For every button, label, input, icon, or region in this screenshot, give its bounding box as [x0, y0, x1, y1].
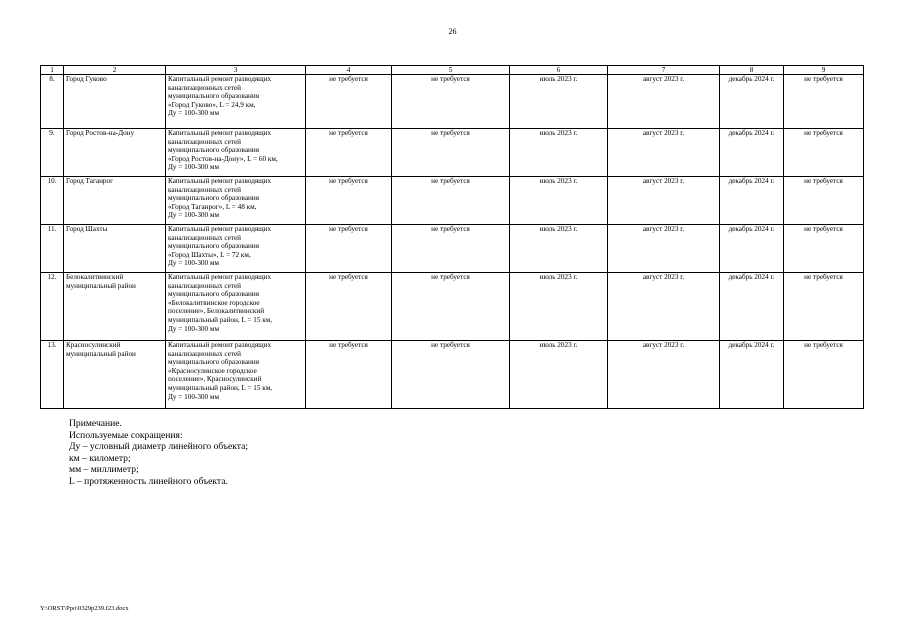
col6-cell: июль 2023 г. [510, 177, 608, 225]
note-line: мм – миллиметр; [69, 464, 139, 476]
table-row [41, 177, 864, 225]
description-line: муниципального образования [168, 194, 260, 203]
col9-cell: не требуется [784, 341, 864, 409]
description-line: «Белокалитвинское городское [168, 298, 260, 307]
row-number-cell: 9. [41, 129, 64, 177]
col6-cell: июль 2023 г. [510, 129, 608, 177]
description-line: канализационных сетей [168, 349, 241, 358]
col9-cell: не требуется [784, 75, 864, 129]
header-cell: 3 [166, 66, 306, 75]
description-line: Капитальный ремонт разводящих [168, 273, 272, 281]
municipality-cell: Город Гуково [64, 75, 166, 129]
work-description-cell [166, 177, 306, 225]
description-line: Ду = 100-300 мм [168, 259, 219, 268]
header-cell: 7 [608, 66, 720, 75]
description-line: Капитальный ремонт разводящих [168, 225, 272, 233]
col4-cell: не требуется [306, 225, 392, 273]
col6-cell: июль 2023 г. [510, 341, 608, 409]
col6-cell: июль 2023 г. [510, 225, 608, 273]
header-cell: 9 [784, 66, 864, 75]
notes-title: Примечание. [69, 418, 122, 429]
col8-cell: декабрь 2024 г. [720, 225, 784, 273]
description-line: «Город Ростов-на-Дону», L = 60 км, [168, 154, 278, 163]
col7-cell: август 2023 г. [608, 225, 720, 273]
col9-cell: не требуется [784, 225, 864, 273]
description-line: поселение», Красносулинский [168, 375, 262, 384]
description-line: «Город Гуково», L = 24,9 км, [168, 100, 256, 109]
description-line: Капитальный ремонт разводящих [168, 129, 272, 137]
row-number-cell: 12. [41, 273, 64, 341]
description-line: муниципального образования [168, 358, 260, 367]
header-cell: 6 [510, 66, 608, 75]
note-line: Ду – условный диаметр линейного объекта; [69, 441, 249, 453]
description-line: «Красносулинское городское [168, 366, 257, 375]
col8-cell: декабрь 2024 г. [720, 341, 784, 409]
col9-cell: не требуется [784, 177, 864, 225]
note-line: L – протяженность линейного объекта. [69, 475, 228, 487]
municipality-cell: Красносулинский муниципальный район [64, 341, 166, 409]
col5-cell: не требуется [392, 341, 510, 409]
description-line: муниципального образования [168, 290, 260, 299]
col5-cell: не требуется [392, 225, 510, 273]
col9-cell: не требуется [784, 129, 864, 177]
description-line: муниципального образования [168, 242, 260, 251]
table-row [41, 75, 864, 129]
col4-cell: не требуется [306, 129, 392, 177]
table-row [41, 225, 864, 273]
page-number: 26 [448, 27, 457, 36]
col6-cell: июль 2023 г. [510, 273, 608, 341]
work-description-cell [166, 75, 306, 129]
col7-cell: август 2023 г. [608, 177, 720, 225]
table-row [41, 341, 864, 409]
header-cell: 2 [64, 66, 166, 75]
description-line: Капитальный ремонт разводящих [168, 177, 272, 185]
notes-subtitle: Используемые сокращения: [69, 429, 183, 441]
description-line: Ду = 100-300 мм [168, 324, 219, 333]
header-cell: 1 [41, 66, 64, 75]
description-line: канализационных сетей [168, 281, 241, 290]
municipality-cell: Город Ростов-на-Дону [64, 129, 166, 177]
description-line: канализационных сетей [168, 233, 241, 242]
header-cell: 8 [720, 66, 784, 75]
col8-cell: декабрь 2024 г. [720, 177, 784, 225]
row-number-cell: 11. [41, 225, 64, 273]
municipality-cell: Город Таганрог [64, 177, 166, 225]
works-schedule-table [40, 65, 864, 409]
table-header-row [41, 66, 864, 75]
description-line: поселение», Белокалитвинский [168, 307, 265, 316]
work-description-cell [166, 129, 306, 177]
description-line: Ду = 100-300 мм [168, 211, 219, 220]
col9-cell: не требуется [784, 273, 864, 341]
work-description-cell [166, 341, 306, 409]
col5-cell: не требуется [392, 75, 510, 129]
description-line: «Город Таганрог», L = 48 км, [168, 202, 257, 211]
col5-cell: не требуется [392, 273, 510, 341]
col8-cell: декабрь 2024 г. [720, 273, 784, 341]
col5-cell: не требуется [392, 177, 510, 225]
table-row [41, 273, 864, 341]
work-description-cell [166, 273, 306, 341]
description-line: муниципальный район, L = 15 км, [168, 383, 273, 392]
col7-cell: август 2023 г. [608, 273, 720, 341]
col4-cell: не требуется [306, 273, 392, 341]
description-line: муниципального образования [168, 146, 260, 155]
description-line: Ду = 100-300 мм [168, 109, 219, 118]
col6-cell: июль 2023 г. [510, 75, 608, 129]
description-line: Капитальный ремонт разводящих [168, 341, 272, 349]
description-line: Ду = 100-300 мм [168, 392, 219, 401]
col7-cell: август 2023 г. [608, 341, 720, 409]
notes-block [69, 418, 248, 488]
col8-cell: декабрь 2024 г. [720, 75, 784, 129]
row-number-cell: 10. [41, 177, 64, 225]
note-line: км – километр; [69, 452, 131, 464]
description-line: Ду = 100-300 мм [168, 163, 219, 172]
col4-cell: не требуется [306, 177, 392, 225]
description-line: муниципальный район, L = 15 км, [168, 315, 273, 324]
header-cell: 5 [392, 66, 510, 75]
col4-cell: не требуется [306, 341, 392, 409]
description-line: канализационных сетей [168, 185, 241, 194]
row-number-cell: 8. [41, 75, 64, 129]
col7-cell: август 2023 г. [608, 75, 720, 129]
description-line: канализационных сетей [168, 83, 241, 92]
row-number-cell: 13. [41, 341, 64, 409]
description-line: Капитальный ремонт разводящих [168, 75, 272, 83]
col8-cell: декабрь 2024 г. [720, 129, 784, 177]
description-line: муниципального образования [168, 92, 260, 101]
work-description-cell [166, 225, 306, 273]
description-line: канализационных сетей [168, 137, 241, 146]
municipality-cell: Белокалитвинский муниципальный район [64, 273, 166, 341]
col4-cell: не требуется [306, 75, 392, 129]
table-row [41, 129, 864, 177]
header-cell: 4 [306, 66, 392, 75]
municipality-cell: Город Шахты [64, 225, 166, 273]
description-line: «Город Шахты», L = 72 км, [168, 250, 251, 259]
col5-cell: не требуется [392, 129, 510, 177]
col7-cell: август 2023 г. [608, 129, 720, 177]
file-path-footer: Y:\ORST\Ppo\0329p239.f23.docx [40, 605, 129, 612]
